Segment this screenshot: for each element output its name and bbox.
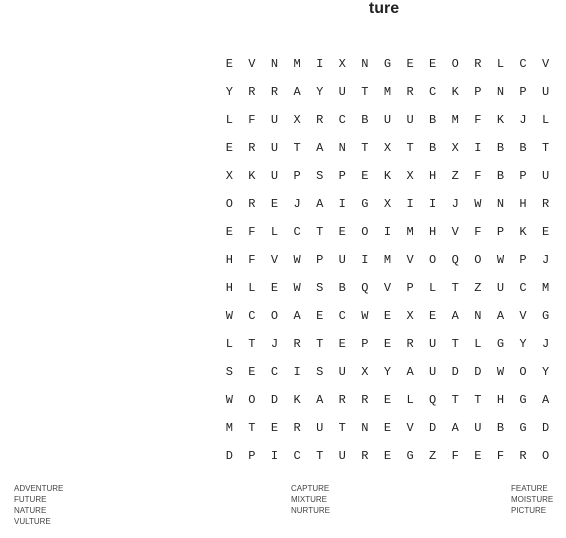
grid-cell[interactable]: F	[248, 113, 256, 127]
grid-cell[interactable]: N	[361, 57, 369, 71]
grid-cell[interactable]: J	[542, 253, 550, 267]
grid-cell[interactable]: E	[248, 365, 256, 379]
grid-cell[interactable]: B	[429, 141, 437, 155]
puzzle-title: ture	[368, 0, 400, 17]
grid-cell[interactable]: N	[361, 421, 369, 435]
grid-cell[interactable]: P	[338, 169, 346, 183]
grid-cell[interactable]: M	[406, 225, 414, 239]
grid-row	[218, 302, 557, 330]
grid-cell[interactable]: A	[406, 365, 414, 379]
grid-cell[interactable]: B	[429, 113, 437, 127]
grid-cell[interactable]: I	[429, 197, 437, 211]
grid-cell[interactable]: K	[383, 169, 392, 183]
grid-cell[interactable]: O	[519, 365, 527, 379]
grid-cell[interactable]: P	[474, 85, 482, 99]
grid-cell[interactable]: R	[361, 449, 369, 463]
grid-cell[interactable]: I	[270, 449, 279, 463]
grid-cell[interactable]: Y	[519, 337, 527, 351]
grid-cell[interactable]: O	[361, 225, 369, 239]
grid-cell[interactable]: Y	[225, 85, 233, 99]
grid-cell[interactable]: W	[496, 365, 505, 379]
grid-cell[interactable]: W	[225, 393, 233, 407]
grid-cell[interactable]: B	[496, 169, 505, 183]
grid-cell[interactable]: G	[519, 421, 527, 435]
grid-cell[interactable]: E	[429, 57, 437, 71]
grid-cell[interactable]: I	[474, 141, 482, 155]
grid-cell[interactable]: E	[225, 57, 233, 71]
grid-cell[interactable]: Y	[383, 365, 392, 379]
grid-cell[interactable]: P	[519, 85, 527, 99]
grid-cell[interactable]: O	[451, 57, 459, 71]
grid-cell[interactable]: Q	[451, 253, 459, 267]
grid-cell[interactable]: D	[429, 421, 437, 435]
grid-cell[interactable]: L	[496, 57, 505, 71]
grid-cell[interactable]: P	[293, 169, 301, 183]
grid-cell[interactable]: U	[542, 85, 550, 99]
grid-cell[interactable]: B	[496, 421, 505, 435]
grid-cell[interactable]: O	[474, 253, 482, 267]
grid-cell[interactable]: M	[451, 113, 459, 127]
grid-cell[interactable]: U	[338, 365, 346, 379]
grid-cell[interactable]: U	[542, 169, 550, 183]
grid-cell[interactable]: E	[270, 421, 279, 435]
grid-cell[interactable]: T	[451, 337, 459, 351]
grid-cell[interactable]: U	[496, 281, 505, 295]
grid-cell[interactable]: U	[270, 169, 279, 183]
grid-cell[interactable]: H	[519, 197, 527, 211]
grid-cell[interactable]: W	[225, 309, 233, 323]
grid-cell[interactable]: D	[542, 421, 550, 435]
word-list-item: VULTURE	[14, 517, 51, 526]
grid-cell[interactable]: W	[361, 309, 369, 323]
grid-cell[interactable]: E	[316, 309, 324, 323]
grid-cell[interactable]: O	[225, 197, 233, 211]
grid-cell[interactable]: R	[474, 57, 482, 71]
grid-cell[interactable]: O	[429, 253, 437, 267]
grid-cell[interactable]: Z	[451, 169, 459, 183]
grid-cell[interactable]: B	[519, 141, 527, 155]
grid-cell[interactable]: J	[270, 337, 279, 351]
grid-cell[interactable]: L	[225, 113, 233, 127]
grid-cell[interactable]: L	[270, 225, 279, 239]
grid-cell[interactable]: W	[496, 253, 505, 267]
grid-cell[interactable]: F	[496, 449, 505, 463]
grid-cell[interactable]: Y	[542, 365, 550, 379]
grid-cell[interactable]: E	[383, 309, 392, 323]
grid-cell[interactable]: D	[225, 449, 233, 463]
grid-cell[interactable]: E	[383, 393, 392, 407]
word-list-column-3	[511, 483, 553, 516]
grid-cell[interactable]: T	[316, 225, 324, 239]
grid-row	[218, 190, 557, 218]
grid-cell[interactable]: M	[542, 281, 550, 295]
grid-cell[interactable]: V	[406, 253, 414, 267]
grid-cell[interactable]: U	[474, 421, 482, 435]
grid-row	[218, 162, 557, 190]
grid-cell[interactable]: R	[248, 197, 256, 211]
grid-cell[interactable]: S	[225, 365, 233, 379]
grid-cell[interactable]: R	[293, 337, 301, 351]
grid-cell[interactable]: G	[406, 449, 414, 463]
grid-cell[interactable]: R	[519, 449, 527, 463]
grid-cell[interactable]: E	[225, 225, 233, 239]
grid-cell[interactable]: V	[383, 281, 392, 295]
grid-cell[interactable]: O	[542, 449, 550, 463]
grid-row	[218, 50, 557, 78]
grid-cell[interactable]: S	[316, 281, 324, 295]
grid-cell[interactable]: D	[451, 365, 459, 379]
word-list-item: MOISTURE	[511, 495, 554, 504]
grid-cell[interactable]: L	[406, 393, 414, 407]
grid-cell[interactable]: A	[293, 85, 301, 99]
grid-cell[interactable]: H	[225, 253, 233, 267]
grid-cell[interactable]: R	[270, 85, 279, 99]
grid-cell[interactable]: K	[293, 393, 301, 407]
grid-row	[218, 134, 557, 162]
grid-cell[interactable]: O	[248, 393, 256, 407]
grid-cell[interactable]: N	[496, 85, 505, 99]
grid-cell[interactable]: E	[361, 169, 369, 183]
grid-cell[interactable]: R	[406, 337, 414, 351]
grid-cell[interactable]: R	[316, 113, 324, 127]
grid-cell[interactable]: J	[451, 197, 459, 211]
grid-cell[interactable]: U	[316, 421, 324, 435]
grid-cell[interactable]: F	[474, 113, 482, 127]
grid-cell[interactable]: V	[451, 225, 459, 239]
grid-cell[interactable]: A	[316, 197, 324, 211]
grid-cell[interactable]: U	[338, 253, 346, 267]
grid-cell[interactable]: V	[519, 309, 527, 323]
grid-cell[interactable]: H	[496, 393, 505, 407]
grid-cell[interactable]: C	[270, 365, 279, 379]
grid-cell[interactable]: V	[270, 253, 279, 267]
grid-cell[interactable]: P	[316, 253, 324, 267]
word-list-item: NURTURE	[291, 506, 330, 515]
grid-cell[interactable]: X	[451, 141, 459, 155]
grid-cell[interactable]: E	[406, 57, 414, 71]
grid-cell[interactable]: I	[338, 197, 346, 211]
grid-cell[interactable]: D	[270, 393, 279, 407]
grid-cell[interactable]: T	[248, 421, 256, 435]
grid-row	[218, 218, 557, 246]
grid-cell[interactable]: E	[270, 197, 279, 211]
word-list-item: FUTURE	[14, 495, 47, 504]
word-list-item: ADVENTURE	[14, 484, 64, 493]
grid-cell[interactable]: D	[474, 365, 482, 379]
grid-cell[interactable]: A	[496, 309, 505, 323]
grid-cell[interactable]: X	[338, 57, 346, 71]
grid-cell[interactable]: W	[474, 197, 482, 211]
grid-cell[interactable]: P	[406, 281, 414, 295]
grid-cell[interactable]: H	[429, 225, 437, 239]
grid-cell[interactable]: K	[248, 169, 256, 183]
grid-cell[interactable]: Z	[429, 449, 437, 463]
grid-cell[interactable]: T	[316, 337, 324, 351]
grid-cell[interactable]: R	[248, 85, 256, 99]
grid-cell[interactable]: T	[361, 85, 369, 99]
grid-cell[interactable]: C	[519, 281, 527, 295]
grid-cell[interactable]: F	[474, 169, 482, 183]
grid-cell[interactable]: A	[451, 309, 459, 323]
grid-cell[interactable]: I	[383, 225, 392, 239]
grid-cell[interactable]: A	[542, 393, 550, 407]
grid-cell[interactable]: G	[542, 309, 550, 323]
grid-cell[interactable]: I	[316, 57, 324, 71]
grid-cell[interactable]: A	[293, 309, 301, 323]
grid-cell[interactable]: U	[406, 113, 414, 127]
grid-cell[interactable]: R	[542, 197, 550, 211]
grid-cell[interactable]: R	[248, 141, 256, 155]
grid-cell[interactable]: U	[270, 113, 279, 127]
grid-cell[interactable]: U	[338, 449, 346, 463]
word-list-item: NATURE	[14, 506, 47, 515]
grid-cell[interactable]: N	[474, 309, 482, 323]
grid-cell[interactable]: S	[316, 169, 324, 183]
grid-cell[interactable]: I	[406, 197, 414, 211]
grid-cell[interactable]: T	[338, 421, 346, 435]
grid-cell[interactable]: B	[361, 113, 369, 127]
grid-cell[interactable]: T	[361, 141, 369, 155]
grid-cell[interactable]: E	[383, 421, 392, 435]
grid-cell[interactable]: X	[361, 365, 369, 379]
grid-cell[interactable]: L	[248, 281, 256, 295]
grid-cell[interactable]: A	[316, 141, 324, 155]
grid-cell[interactable]: V	[406, 421, 414, 435]
grid-row	[218, 358, 557, 386]
grid-row	[218, 246, 557, 274]
grid-cell[interactable]: C	[293, 449, 301, 463]
grid-cell[interactable]: S	[316, 365, 324, 379]
grid-cell[interactable]: F	[248, 225, 256, 239]
grid-cell[interactable]: L	[542, 113, 550, 127]
grid-cell[interactable]: B	[496, 141, 505, 155]
grid-cell[interactable]: C	[293, 225, 301, 239]
grid-cell[interactable]: M	[225, 421, 233, 435]
grid-cell[interactable]: F	[248, 253, 256, 267]
grid-cell[interactable]: J	[519, 113, 527, 127]
grid-cell[interactable]: T	[451, 393, 459, 407]
grid-cell[interactable]: X	[383, 197, 392, 211]
grid-cell[interactable]: Z	[474, 281, 482, 295]
grid-cell[interactable]: Y	[316, 85, 324, 99]
grid-cell[interactable]: H	[429, 169, 437, 183]
grid-row	[218, 442, 557, 470]
grid-cell[interactable]: G	[383, 57, 392, 71]
grid-row	[218, 330, 557, 358]
grid-cell[interactable]: U	[383, 113, 392, 127]
grid-cell[interactable]: C	[248, 309, 256, 323]
grid-cell[interactable]: U	[270, 141, 279, 155]
grid-cell[interactable]: E	[474, 449, 482, 463]
grid-cell[interactable]: E	[542, 225, 550, 239]
grid-cell[interactable]: J	[293, 197, 301, 211]
grid-cell[interactable]: X	[225, 169, 233, 183]
word-list-item: PICTURE	[511, 506, 547, 515]
word-list-item: FEATURE	[511, 484, 548, 493]
grid-cell[interactable]: R	[338, 393, 346, 407]
grid-cell[interactable]: E	[383, 337, 392, 351]
grid-cell[interactable]: N	[496, 197, 505, 211]
grid-cell[interactable]: I	[293, 365, 301, 379]
grid-cell[interactable]: R	[293, 421, 301, 435]
grid-row	[218, 78, 557, 106]
grid-cell[interactable]: M	[383, 85, 392, 99]
grid-cell[interactable]: N	[270, 57, 279, 71]
grid-cell[interactable]: P	[248, 449, 256, 463]
grid-cell[interactable]: A	[316, 393, 324, 407]
grid-row	[218, 106, 557, 134]
grid-cell[interactable]: X	[406, 169, 414, 183]
word-list-column-2	[291, 483, 330, 516]
grid-cell[interactable]: M	[383, 253, 392, 267]
grid-cell[interactable]: C	[338, 309, 346, 323]
word-list-item: CAPTURE	[291, 484, 330, 493]
grid-cell[interactable]: W	[293, 253, 301, 267]
grid-cell[interactable]: X	[293, 113, 301, 127]
grid-cell[interactable]: Q	[361, 281, 369, 295]
grid-cell[interactable]: L	[429, 281, 437, 295]
grid-cell[interactable]: L	[474, 337, 482, 351]
grid-row	[218, 386, 557, 414]
grid-cell[interactable]: G	[496, 337, 505, 351]
grid-cell[interactable]: U	[429, 365, 437, 379]
grid-cell[interactable]: U	[338, 85, 346, 99]
grid-cell[interactable]: K	[519, 225, 527, 239]
grid-cell[interactable]: R	[406, 85, 414, 99]
grid-cell[interactable]: B	[338, 281, 346, 295]
grid-cell[interactable]: K	[496, 113, 505, 127]
grid-cell[interactable]: V	[248, 57, 256, 71]
grid-cell[interactable]: E	[338, 225, 346, 239]
word-list-item: MIXTURE	[291, 495, 327, 504]
grid-cell[interactable]: K	[451, 85, 459, 99]
word-list-column-1	[14, 483, 63, 527]
grid-cell[interactable]: P	[519, 253, 527, 267]
grid-cell[interactable]: E	[383, 449, 392, 463]
grid-cell[interactable]: T	[316, 449, 324, 463]
grid-cell[interactable]: T	[406, 141, 414, 155]
grid-cell[interactable]: X	[383, 141, 392, 155]
grid-cell[interactable]: T	[474, 393, 482, 407]
grid-cell[interactable]: T	[248, 337, 256, 351]
grid-cell[interactable]: I	[361, 253, 369, 267]
grid-cell[interactable]: G	[519, 393, 527, 407]
grid-cell[interactable]: L	[225, 337, 233, 351]
grid-cell[interactable]: R	[361, 393, 369, 407]
grid-cell[interactable]: F	[474, 225, 482, 239]
grid-cell[interactable]: P	[361, 337, 369, 351]
grid-cell[interactable]: E	[225, 141, 233, 155]
grid-cell[interactable]: U	[429, 337, 437, 351]
grid-cell[interactable]: P	[519, 169, 527, 183]
grid-cell[interactable]: J	[542, 337, 550, 351]
grid-cell[interactable]: V	[542, 57, 550, 71]
grid-cell[interactable]: F	[451, 449, 459, 463]
grid-row	[218, 274, 557, 302]
grid-cell[interactable]: E	[270, 281, 279, 295]
grid-cell[interactable]: N	[338, 141, 346, 155]
grid-cell[interactable]: W	[293, 281, 301, 295]
grid-cell[interactable]: M	[293, 57, 301, 71]
grid-cell[interactable]: C	[429, 85, 437, 99]
grid-cell[interactable]: G	[361, 197, 369, 211]
grid-cell[interactable]: E	[338, 337, 346, 351]
grid-cell[interactable]: P	[496, 225, 505, 239]
grid-cell[interactable]: T	[293, 141, 301, 155]
grid-cell[interactable]: C	[338, 113, 346, 127]
grid-cell[interactable]: T	[451, 281, 459, 295]
grid-row	[218, 414, 557, 442]
grid-cell[interactable]: C	[519, 57, 527, 71]
grid-cell[interactable]: A	[451, 421, 459, 435]
grid-cell[interactable]: O	[270, 309, 279, 323]
grid-cell[interactable]: T	[542, 141, 550, 155]
grid-cell[interactable]: X	[406, 309, 414, 323]
grid-cell[interactable]: E	[429, 309, 437, 323]
grid-cell[interactable]: Q	[429, 393, 437, 407]
letter-grid	[218, 50, 557, 470]
grid-cell[interactable]: H	[225, 281, 233, 295]
